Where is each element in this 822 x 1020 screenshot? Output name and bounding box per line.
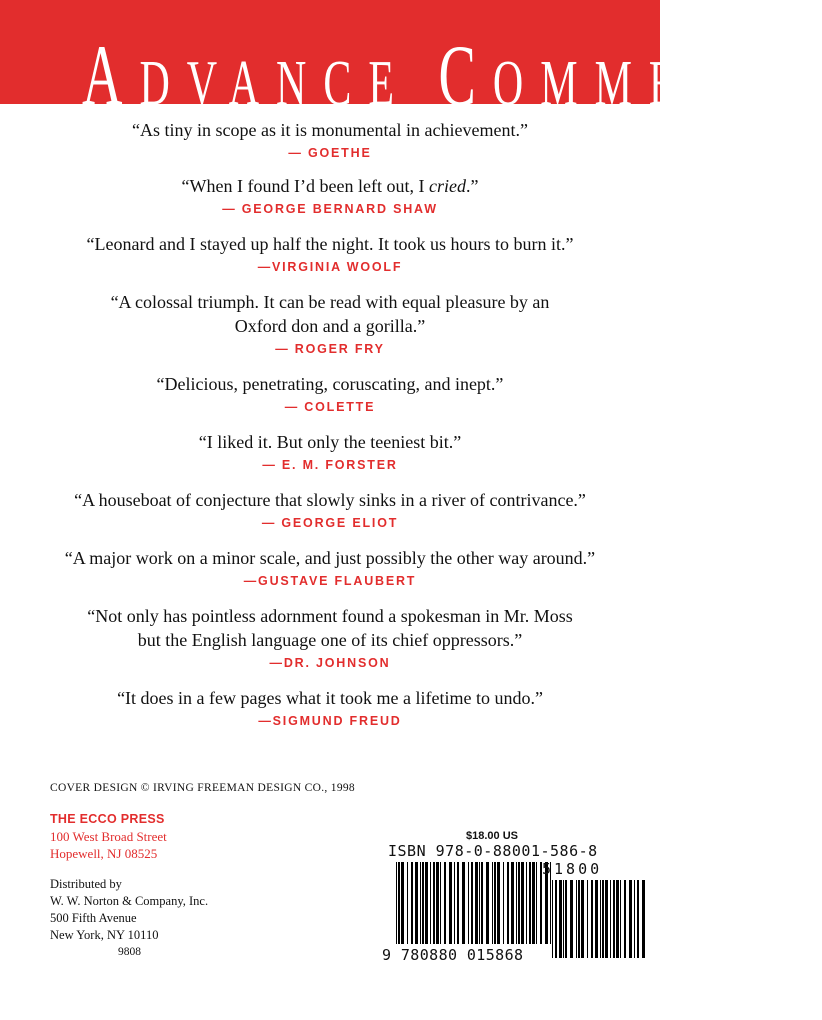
barcode-bar xyxy=(536,862,537,944)
banner-initial-a: A xyxy=(82,28,140,125)
quote-fry xyxy=(0,290,660,358)
barcode-bar xyxy=(565,880,567,958)
barcode-bar xyxy=(401,862,404,944)
quote-forster xyxy=(0,430,660,474)
distributor-name: W. W. Norton & Company, Inc. xyxy=(50,894,209,908)
barcode-bar xyxy=(570,880,573,958)
quote-attribution: — GOETHE xyxy=(288,146,372,160)
distributor-street: 500 Fifth Avenue xyxy=(50,911,137,925)
barcode-bar xyxy=(578,880,580,958)
barcode-bar xyxy=(595,880,598,958)
barcode-bar xyxy=(433,862,435,944)
barcode-bar xyxy=(605,880,608,958)
barcode-bar xyxy=(486,862,489,944)
barcode-bar xyxy=(503,862,504,944)
distributor-block xyxy=(50,876,208,944)
cover-design-credit: COVER DESIGN © IRVING FREEMAN DESIGN CO., 1998 xyxy=(50,782,355,794)
barcode-bar xyxy=(624,880,626,958)
barcode-bar xyxy=(454,862,455,944)
barcode-bar xyxy=(407,862,408,944)
barcode-bar xyxy=(552,880,553,958)
barcode-bar xyxy=(398,862,400,944)
quote-attribution: —VIRGINIA WOOLF xyxy=(257,260,403,274)
quote-attribution: — GEORGE BERNARD SHAW xyxy=(222,202,438,216)
barcode-bar xyxy=(529,862,531,944)
quote-flaubert xyxy=(0,546,660,590)
barcode-bar xyxy=(396,862,397,944)
quote-attribution: —SIGMUND FREUD xyxy=(258,714,402,728)
barcode-bar xyxy=(637,880,639,958)
quote-woolf xyxy=(0,232,660,276)
publisher-city: Hopewell, NJ 08525 xyxy=(50,846,158,861)
barcode-bar xyxy=(471,862,473,944)
barcode-bar xyxy=(532,862,535,944)
barcode-bar xyxy=(610,880,611,958)
barcode-bar xyxy=(600,880,601,958)
quotes-list xyxy=(0,118,660,730)
quote-colette xyxy=(0,372,660,416)
barcode-bar xyxy=(634,880,635,958)
quote-attribution: — COLETTE xyxy=(284,400,376,414)
barcode-bar xyxy=(497,862,500,944)
barcode-bar xyxy=(518,862,520,944)
barcode-bar xyxy=(457,862,459,944)
barcode-bar xyxy=(411,862,413,944)
barcode-bar xyxy=(581,880,584,958)
catalog-code: 9808 xyxy=(118,946,141,958)
quote-shaw xyxy=(0,174,660,218)
barcode-bar xyxy=(591,880,593,958)
barcode-bar xyxy=(516,862,517,944)
quote-attribution: — GEORGE ELIOT xyxy=(261,516,399,530)
quote-text: “When I found I’d been left out, I cried.” xyxy=(181,176,479,196)
quote-johnson xyxy=(0,604,660,672)
barcode-block xyxy=(382,830,652,970)
barcode-bar xyxy=(479,862,480,944)
banner-initial-c: C xyxy=(438,28,493,125)
barcode-bar xyxy=(613,880,615,958)
barcode-bar xyxy=(468,862,469,944)
isbn-text: ISBN 978-0-88001-586-8 xyxy=(388,842,598,860)
price-label: $18.00 US xyxy=(466,830,518,842)
quote-text: “I liked it. But only the teeniest bit.” xyxy=(198,432,462,452)
quote-text: “A colossal triumph. It can be read with equal pleasure by an xyxy=(110,292,550,312)
publisher-name: THE ECCO PRESS xyxy=(50,812,165,826)
quote-text: “Delicious, penetrating, coruscating, and inept.” xyxy=(156,374,504,394)
barcode-bar xyxy=(563,880,564,958)
barcode-bar xyxy=(576,880,577,958)
barcode-bar xyxy=(462,862,465,944)
barcode-bar xyxy=(475,862,478,944)
barcode-digits: 9 780880 015868 xyxy=(382,946,524,964)
barcode-bar xyxy=(494,862,496,944)
barcode-bar xyxy=(629,880,632,958)
quote-goethe xyxy=(0,118,660,162)
barcode-bar xyxy=(420,862,421,944)
quote-text: “A houseboat of conjecture that slowly sinks in a river of contrivance.” xyxy=(74,490,586,510)
barcode-bar xyxy=(440,862,441,944)
quote-text-line2: Oxford don and a gorilla.” xyxy=(234,316,426,336)
banner-word-comments: OMMENTS xyxy=(492,48,822,120)
barcode-bar xyxy=(492,862,493,944)
barcode-bar xyxy=(436,862,439,944)
quote-text-line2: but the English language one of its chief oppressors.” xyxy=(137,630,523,650)
barcode-bar xyxy=(521,862,524,944)
publisher-block xyxy=(50,810,167,862)
barcode-bar xyxy=(422,862,424,944)
quote-text: “It does in a few pages what it took me a lifetime to undo.” xyxy=(117,688,543,708)
barcode-bar xyxy=(642,880,645,958)
barcode-bar xyxy=(430,862,431,944)
quote-freud xyxy=(0,686,660,730)
barcode-bar xyxy=(587,880,588,958)
barcode-bar xyxy=(620,880,621,958)
barcode-bar xyxy=(415,862,418,944)
quote-attribution: —GUSTAVE FLAUBERT xyxy=(243,574,417,588)
barcode-bar xyxy=(555,880,557,958)
barcode-bar xyxy=(449,862,452,944)
barcode-bar xyxy=(559,880,562,958)
quote-text: “A major work on a minor scale, and just possibly the other way around.” xyxy=(64,548,596,568)
quote-eliot xyxy=(0,488,660,532)
distributor-city: New York, NY 10110 xyxy=(50,928,159,942)
distributor-label: Distributed by xyxy=(50,877,122,891)
barcode-bar xyxy=(481,862,483,944)
banner-word-advance: DVANCE xyxy=(139,48,412,120)
barcode-bar xyxy=(507,862,509,944)
barcode-bar xyxy=(616,880,619,958)
quote-attribution: —DR. JOHNSON xyxy=(269,656,391,670)
quote-text: “As tiny in scope as it is monumental in achievement.” xyxy=(132,120,528,140)
quote-text: “Not only has pointless adornment found a spokesman in Mr. Moss xyxy=(87,606,573,626)
barcode-bar xyxy=(425,862,428,944)
title-banner xyxy=(0,0,822,125)
barcode-bar xyxy=(511,862,514,944)
quote-attribution: — ROGER FRY xyxy=(275,342,385,356)
addon-digits: 51800 xyxy=(542,860,603,878)
barcode-bar xyxy=(444,862,446,944)
barcode-bar xyxy=(526,862,527,944)
quote-text: “Leonard and I stayed up half the night. It took us hours to burn it.” xyxy=(86,234,574,254)
barcode-bar xyxy=(602,880,604,958)
publisher-street: 100 West Broad Street xyxy=(50,829,167,844)
quote-attribution: — E. M. FORSTER xyxy=(262,458,398,472)
